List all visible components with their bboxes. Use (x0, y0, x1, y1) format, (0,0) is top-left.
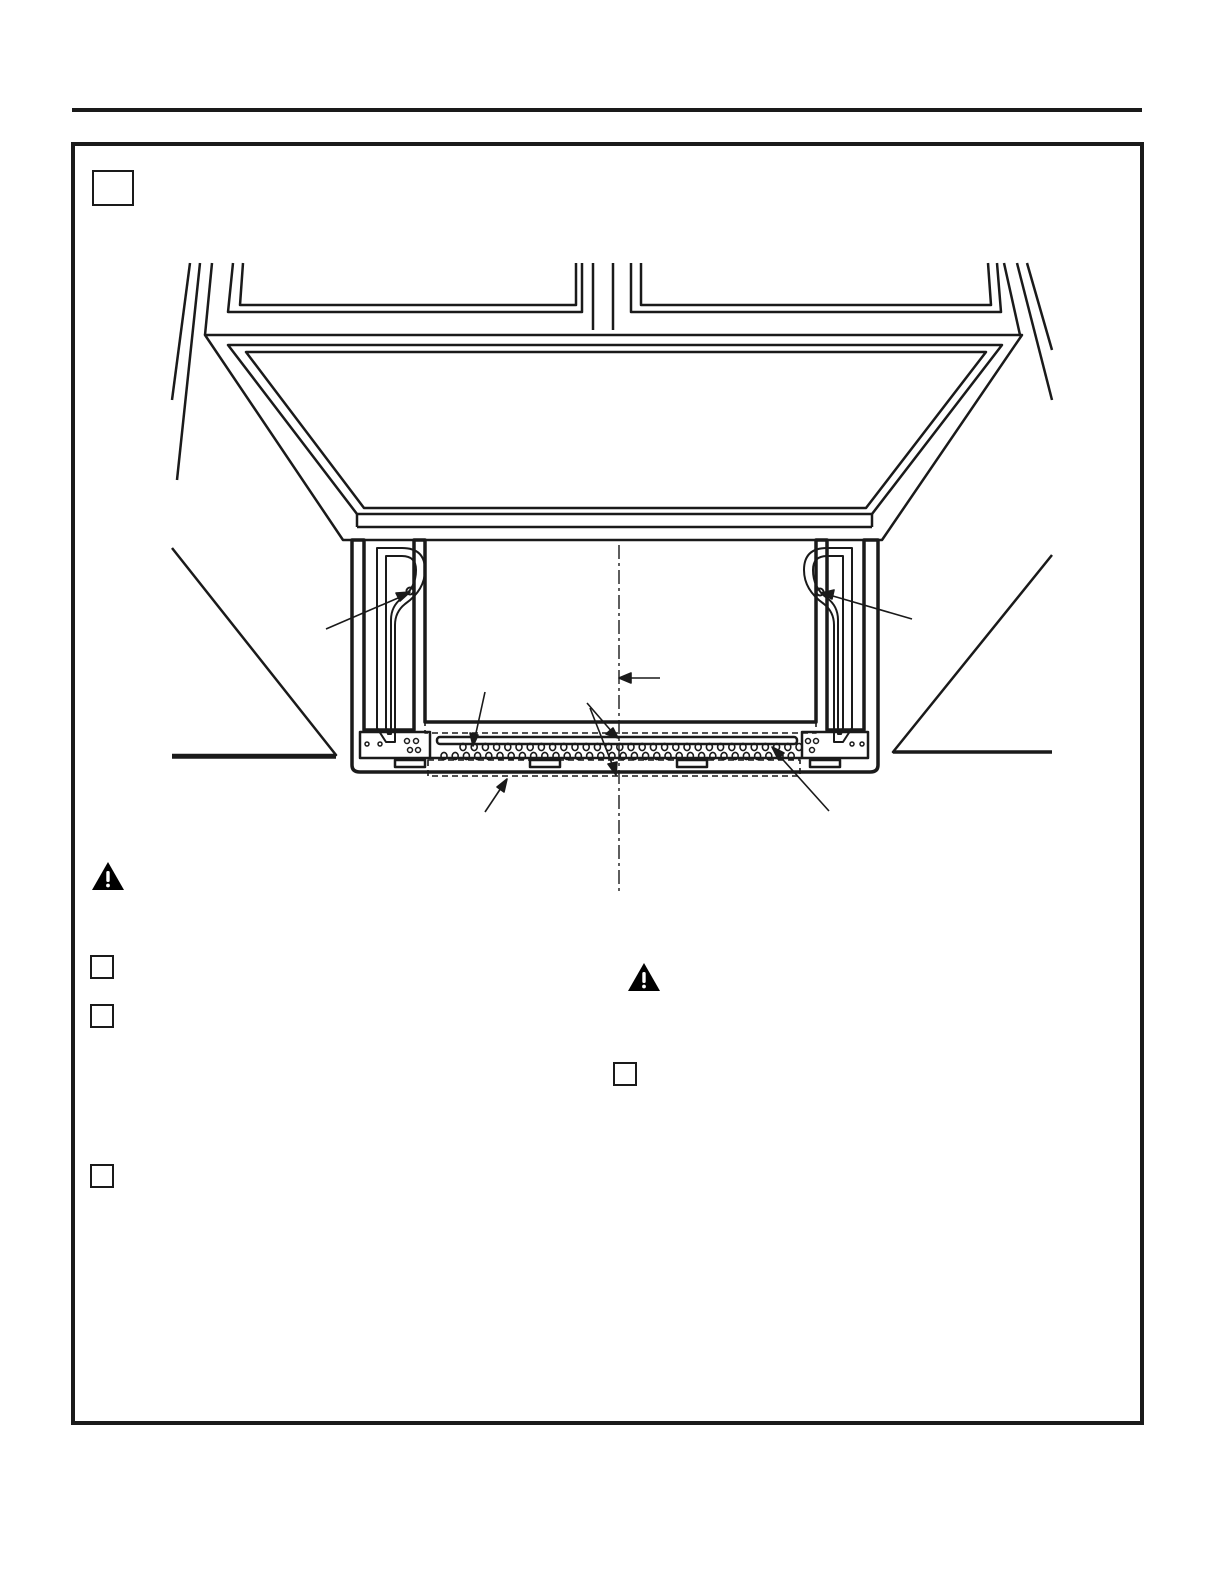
upper-cabinet-doors (228, 263, 1001, 330)
step-box-3 (90, 1164, 114, 1188)
cabinet-bottom-frame (205, 335, 1022, 540)
warning-triangle-icon (626, 961, 662, 993)
warning-triangle-icon (90, 860, 126, 892)
side-rails (377, 548, 852, 742)
wall-corner-lines (172, 548, 1052, 757)
step-box-1 (90, 955, 114, 979)
step-box-2 (90, 1004, 114, 1028)
step-box-4 (613, 1062, 637, 1086)
